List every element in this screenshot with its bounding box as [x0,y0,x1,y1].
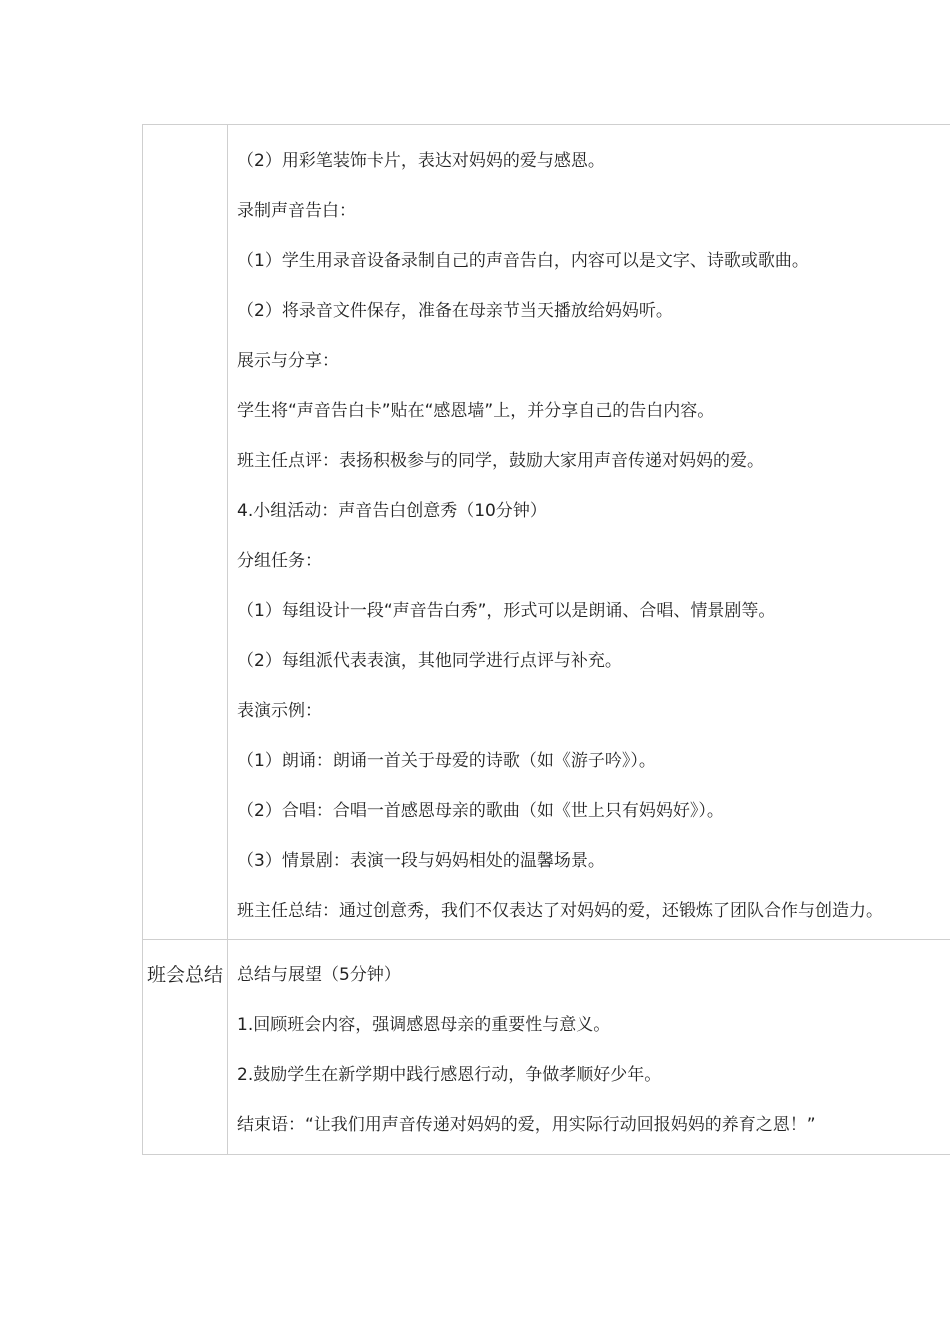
content-line: 结束语：“让我们用声音传递对妈妈的爱，用实际行动回报妈妈的养育之恩！” [237,1115,816,1135]
content-line: 学生将“声音告白卡”贴在“感恩墙”上，并分享自己的告白内容。 [237,401,715,421]
content-line: 班主任点评：表扬积极参与的同学，鼓励大家用声音传递对妈妈的爱。 [237,451,764,471]
content-line: 4.小组活动：声音告白创意秀（10分钟） [237,501,547,521]
row-label-cell [143,125,228,940]
content-line: 1.回顾班会内容，强调感恩母亲的重要性与意义。 [237,1015,611,1035]
content-line: 录制声音告白： [237,201,356,221]
content-line: 班主任总结：通过创意秀，我们不仅表达了对妈妈的爱，还锻炼了团队合作与创造力。 [237,901,883,921]
activity-content [228,125,950,939]
lesson-plan-table [142,124,950,1155]
content-line: （2）将录音文件保存，准备在母亲节当天播放给妈妈听。 [237,301,673,321]
content-line: （1）朗诵：朗诵一首关于母爱的诗歌（如《游子吟》）。 [237,751,656,771]
activity-content-cell [228,125,950,940]
content-line: （1）学生用录音设备录制自己的声音告白，内容可以是文字、诗歌或歌曲。 [237,251,809,271]
table-row [143,940,950,1155]
content-line: （3）情景剧：表演一段与妈妈相处的温馨场景。 [237,851,605,871]
row-label-cell [143,940,228,1155]
row-label [143,125,227,135]
content-line: （2）每组派代表表演，其他同学进行点评与补充。 [237,651,622,671]
summary-label: 班会总结 [146,964,223,986]
content-line: 2.鼓励学生在新学期中践行感恩行动，争做孝顺好少年。 [237,1065,662,1085]
content-line: 展示与分享： [237,351,339,371]
content-line: 表演示例： [237,701,322,721]
summary-content [228,940,950,1154]
content-line: （1）每组设计一段“声音告白秀”，形式可以是朗诵、合唱、情景剧等。 [237,601,776,621]
content-line: （2）用彩笔装饰卡片，表达对妈妈的爱与感恩。 [237,151,605,171]
content-line: 总结与展望（5分钟） [237,965,401,985]
content-line: 分组任务： [237,551,322,571]
table-row [143,125,950,940]
content-line: （2）合唱：合唱一首感恩母亲的歌曲（如《世上只有妈妈好》）。 [237,801,724,821]
summary-content-cell [228,940,950,1155]
